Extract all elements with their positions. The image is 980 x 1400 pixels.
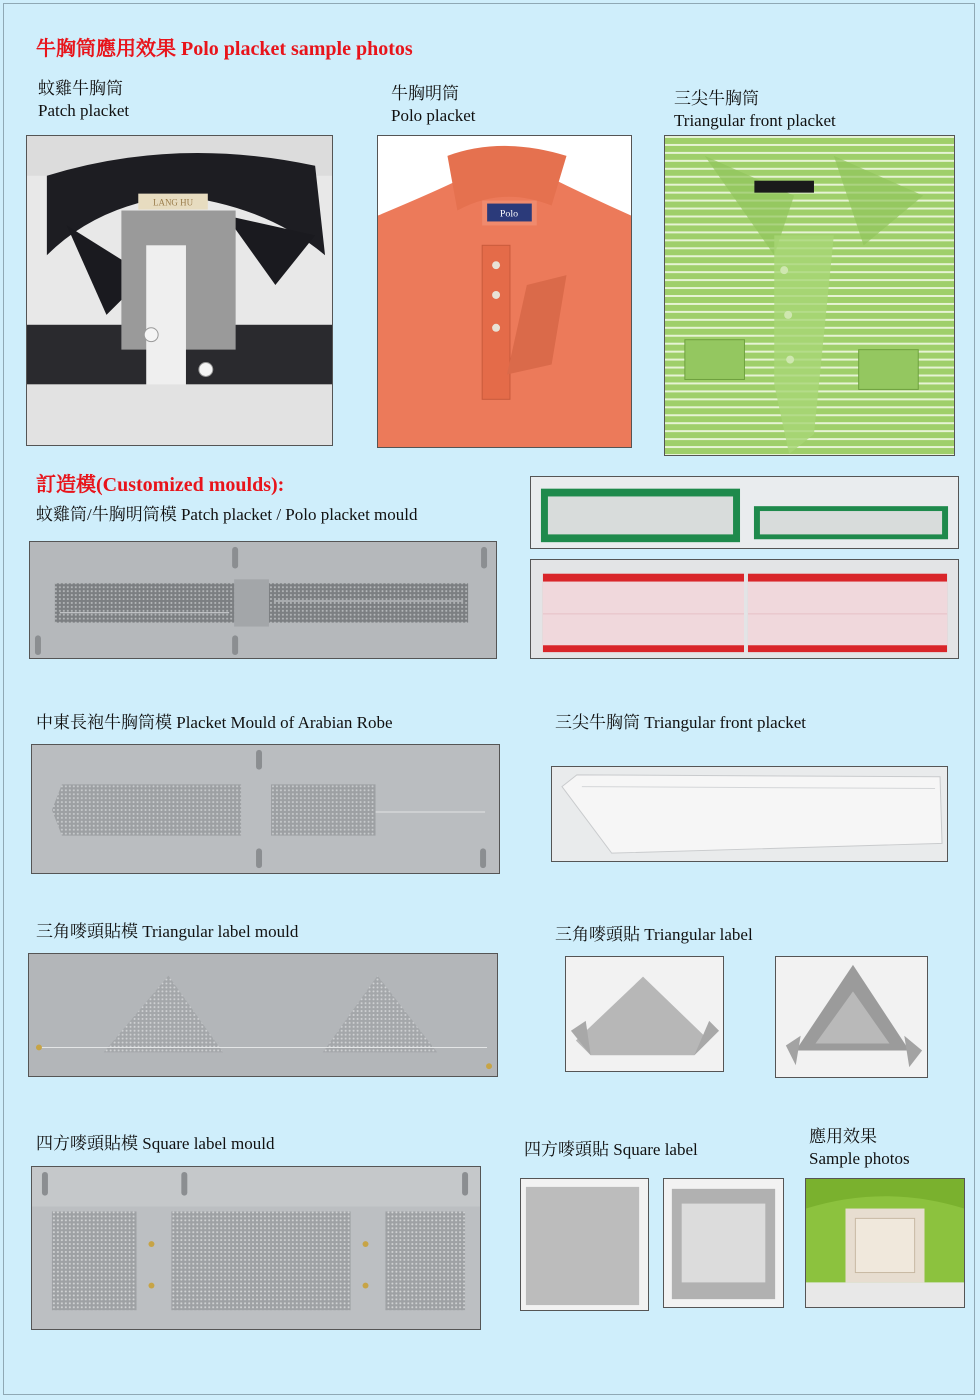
arabian-mould-caption: 中東長袍牛胸筒模 Placket Mould of Arabian Robe (36, 713, 393, 732)
polo-label-text: Polo (499, 208, 519, 220)
patch-placket-caption (38, 78, 129, 122)
polo-placket-en: Polo placket (391, 106, 476, 125)
tri-front-caption: 三尖牛胸筒 Triangular front placket (555, 713, 807, 732)
triangular-label-photo-2 (775, 956, 928, 1078)
square-label-photo-2 (663, 1178, 784, 1308)
red-tape-photo (530, 559, 959, 659)
patch-placket-photo (26, 135, 333, 446)
tri-label-caption: 三角嘜頭貼 Triangular label (555, 925, 753, 944)
triangular-placket-en: Triangular front placket (674, 111, 836, 130)
tri-mould-caption: 三角嘜頭貼模 Triangular label mould (36, 922, 299, 941)
applied-caption (809, 1126, 910, 1170)
triangular-front-placket-photo (551, 766, 948, 862)
patch-mould-caption: 蚊雞筒/牛胸明筒模 Patch placket / Polo placket mould (36, 505, 418, 524)
square-label-photo-1 (520, 1178, 649, 1311)
applied-en: Sample photos (809, 1149, 910, 1168)
arabian-robe-mould-photo (31, 744, 500, 874)
triangular-placket-caption (674, 88, 836, 132)
triangular-placket-zh: 三尖牛胸筒 (674, 89, 759, 108)
sq-label-caption: 四方嘜頭貼 Square label (524, 1140, 698, 1159)
shirt-label-text: LANG HU (153, 197, 194, 208)
patch-placket-zh: 蚊雞牛胸筒 (38, 79, 123, 98)
triangular-label-photo-1 (565, 956, 724, 1072)
green-tape-photo (530, 476, 959, 549)
polo-placket-photo (377, 135, 632, 448)
customized-title: 訂造模(Customized moulds): (36, 474, 285, 496)
polo-placket-caption (391, 83, 476, 127)
triangular-label-mould-photo (28, 953, 498, 1077)
patch-placket-en: Patch placket (38, 101, 130, 120)
applied-sample-photo (805, 1178, 965, 1308)
triangular-placket-photo (664, 135, 955, 456)
sq-mould-caption: 四方嘜頭貼模 Square label mould (36, 1134, 275, 1153)
square-label-mould-photo (31, 1166, 481, 1330)
page-title: 牛胸筒應用效果 Polo placket sample photos (36, 38, 413, 60)
patch-placket-mould-photo (29, 541, 497, 659)
applied-zh: 應用效果 (809, 1127, 877, 1146)
polo-placket-zh: 牛胸明筒 (391, 84, 459, 103)
